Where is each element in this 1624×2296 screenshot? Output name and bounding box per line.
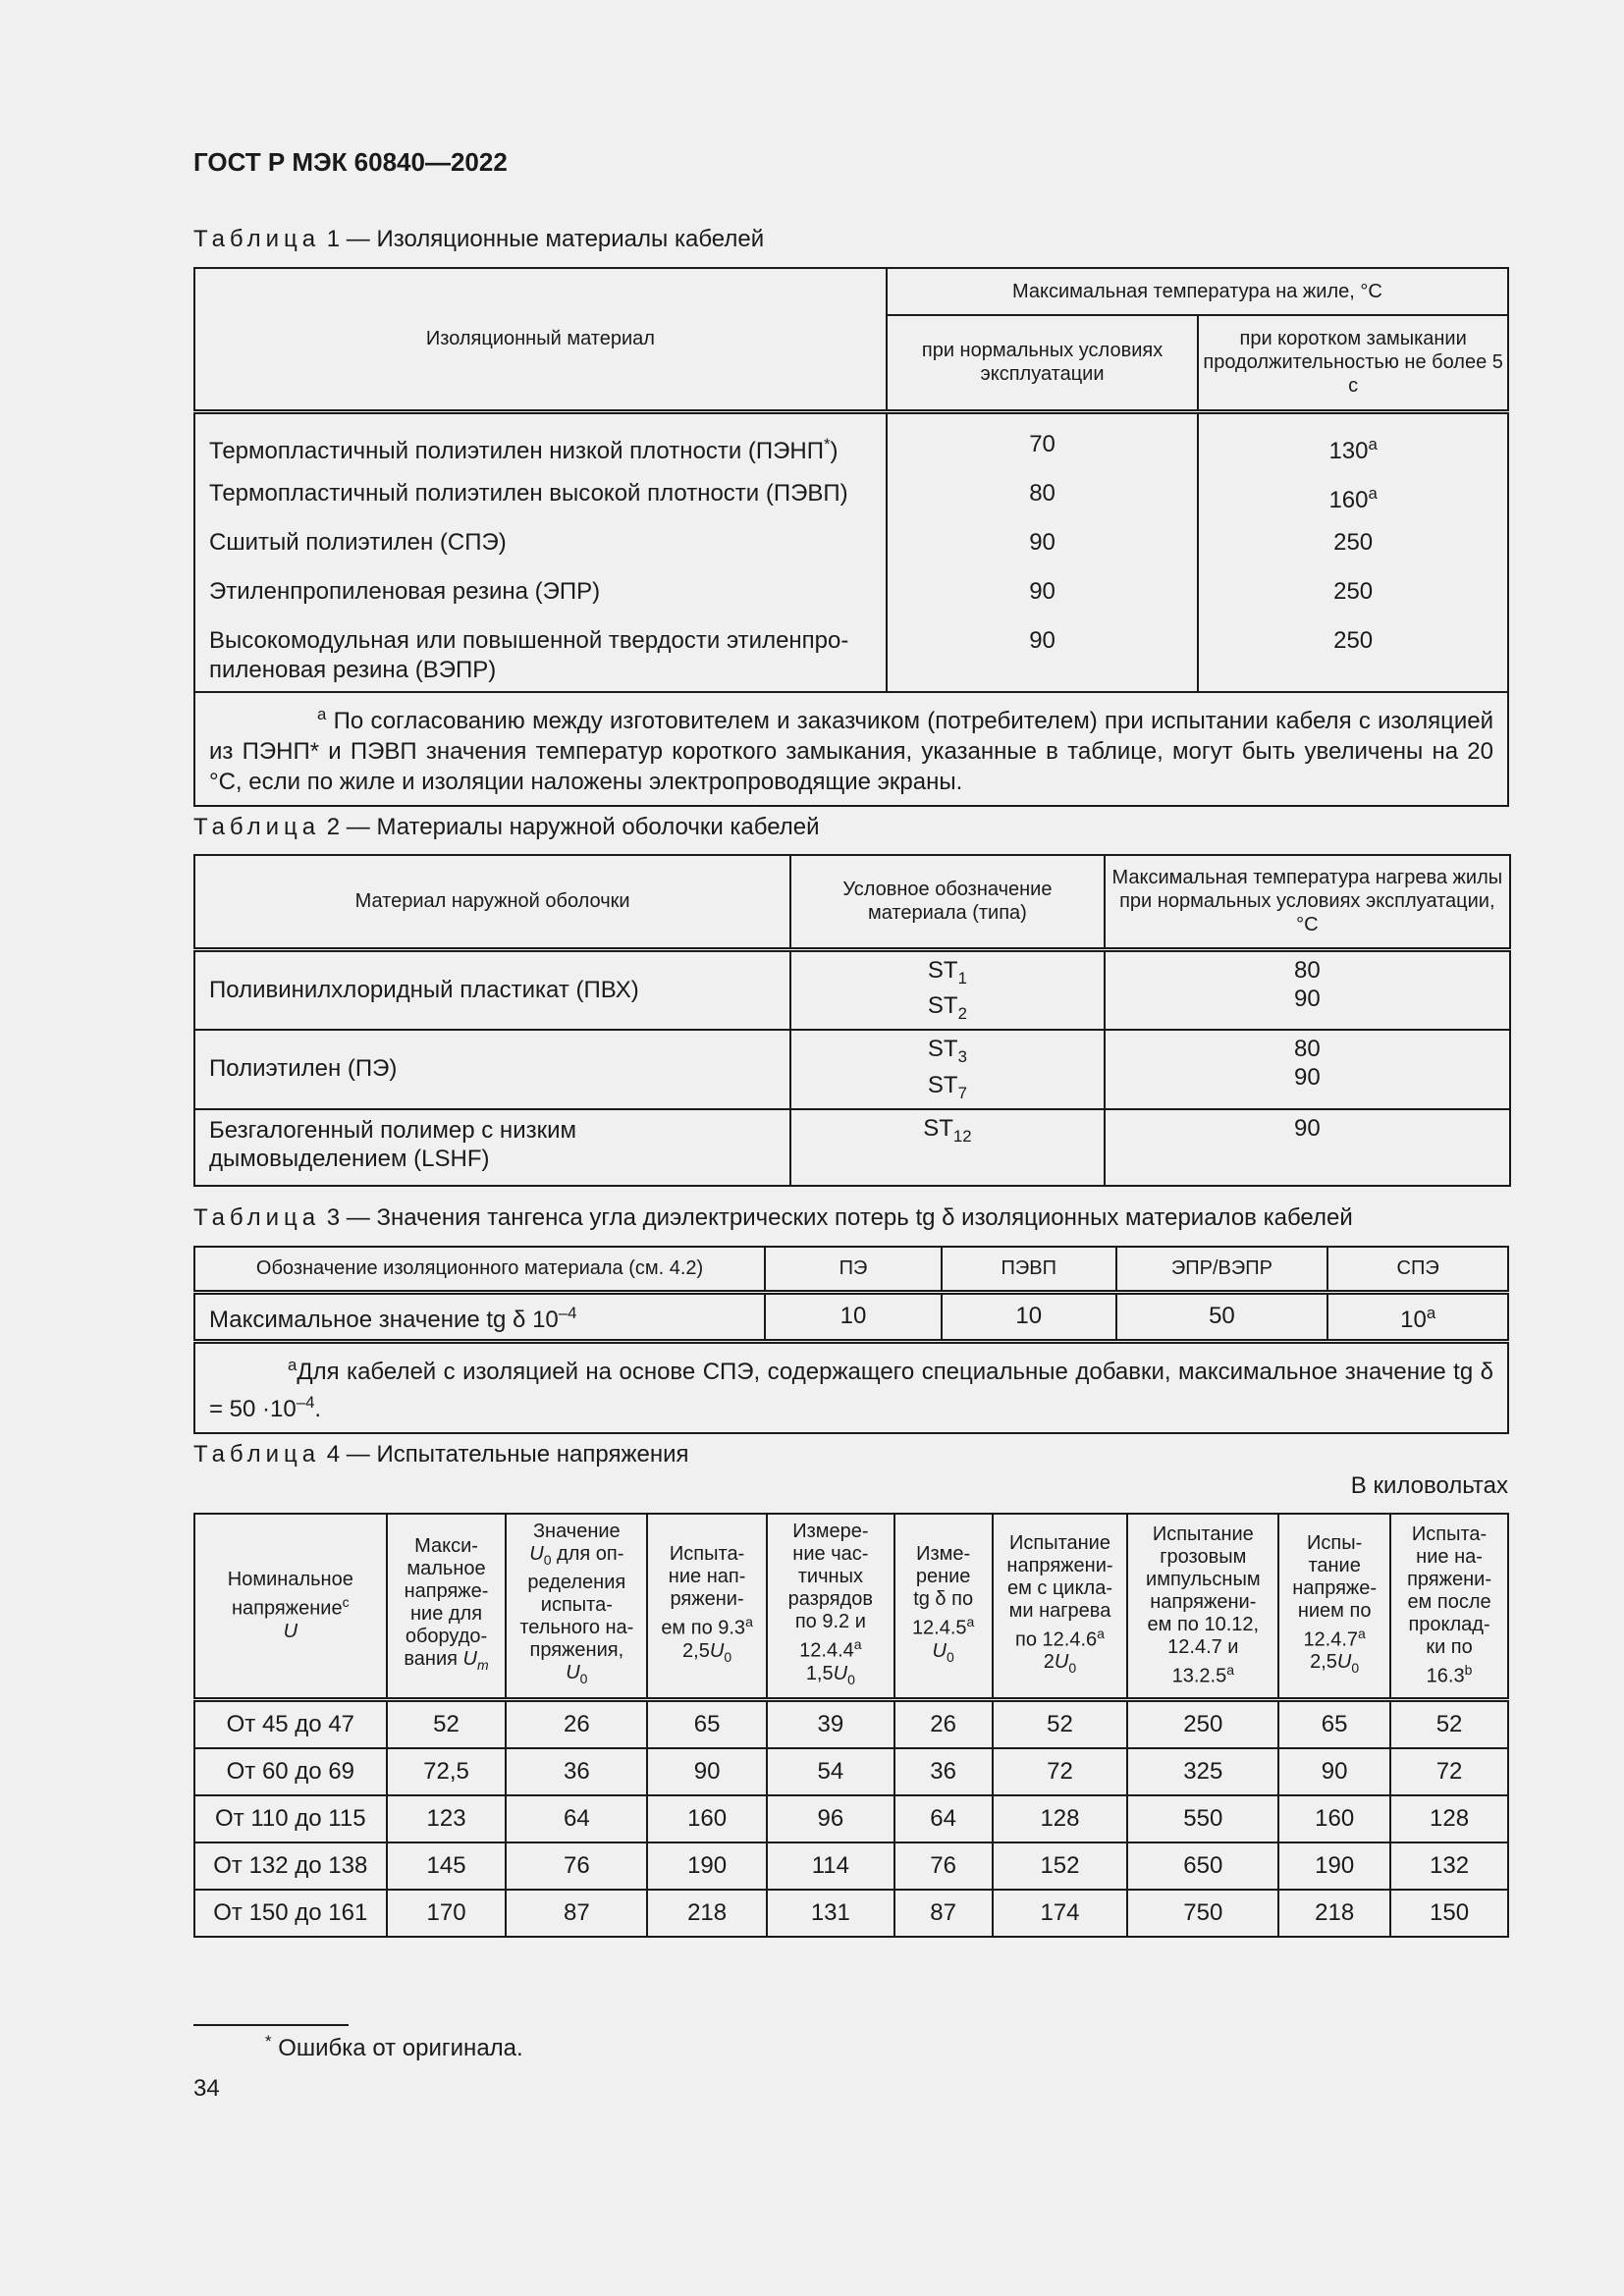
t4-cell: 650 (1127, 1842, 1278, 1890)
table1-caption: Таблица 1 — Изоляционные материалы кабелей (193, 226, 765, 252)
t3-col: ПЭВП (942, 1247, 1116, 1292)
t4-cell: 76 (894, 1842, 993, 1890)
t2-row: Полиэтилен (ПЭ) $ST_3$ $ST_7$ 80 90 (194, 1030, 1510, 1109)
footnote: * Ошибка от оригинала. (265, 2032, 523, 2061)
t4-col-header: Значение $U_0$ для оп- ределения испыта- тельного на- пряжения, $U_0$ (506, 1514, 647, 1699)
t4-cell: 64 (506, 1795, 647, 1842)
t4-col-header: Испыта- ние на- пряжени- ем после проклад- ки по 16.3$^b$ (1390, 1514, 1508, 1699)
t3-head-label: Обозначение изоляционного материала (см. 4.2) (194, 1247, 765, 1292)
t4-cell: 190 (647, 1842, 767, 1890)
t1-col-normal: при нормальных условиях эксплуатации (887, 315, 1198, 411)
t4-cell: 36 (506, 1748, 647, 1795)
table2 (193, 854, 1511, 1187)
t1-note: $^a$ По согласованию между изготовителем и заказчиком (потребителем) при испытании кабеля с изоляцией из ПЭНП* и ПЭВП значения температур короткого замыкания, указанные в таблице, могут быть увеличены на 20 °С, если по жиле и изоляции наложены электропроводящие экраны. (194, 692, 1508, 806)
t4-cell: 26 (894, 1699, 993, 1748)
t4-col-header: Испытание грозовым импульсным напряжени- ем по 10.12, 12.4.7 и 13.2.5$^a$ (1127, 1514, 1278, 1699)
t1-row: Высокомодульная или повышенной твердости этиленпро-пиленовая резина (ВЭПР) (209, 626, 849, 683)
t1-col-short: при коротком замыкании продолжительностью не более 5 с (1198, 315, 1508, 411)
t4-cell: 54 (767, 1748, 894, 1795)
t4-row (194, 1842, 1508, 1890)
t4-cell: 87 (506, 1890, 647, 1937)
t4-cell: 72 (993, 1748, 1128, 1795)
t1-row: Термопластичный полиэтилен высокой плотности (ПЭВП) (209, 479, 848, 507)
t2-col-temp: Максимальная температура нагрева жилы при нормальных условиях эксплуатации, °С (1105, 855, 1510, 949)
t4-cell: 96 (767, 1795, 894, 1842)
t4-cell: 160 (647, 1795, 767, 1842)
t1-row: Этиленпропиленовая резина (ЭПР) (209, 577, 601, 605)
t4-col-header: Испыта- ние нап- ряжени- ем по 9.3$^a$ $2,5U_0$ (647, 1514, 767, 1699)
t4-cell: 128 (1390, 1795, 1508, 1842)
t2-row: Безгалогенный полимер с низким дымовыделением (LSHF) $ST_{12}$ 90 (194, 1109, 1510, 1186)
t4-col-header: Макси- мальное напряже- ние для оборудо- вания $U_m$ (387, 1514, 507, 1699)
t4-cell: 131 (767, 1890, 894, 1937)
t1-body-short: 130$^a$ 160$^a$ 250 250 250 (1198, 411, 1508, 692)
t4-row-label: От 60 до 69 (194, 1748, 387, 1795)
t4-row-label: От 45 до 47 (194, 1699, 387, 1748)
t1-col-max-temp: Максимальная температура на жиле, °С (887, 268, 1508, 315)
t4-cell: 218 (1278, 1890, 1390, 1937)
t4-cell: 52 (993, 1699, 1128, 1748)
t4-header-row (194, 1514, 1508, 1699)
t4-cell: 87 (894, 1890, 993, 1937)
t1-col-material: Изоляционный материал (194, 268, 887, 411)
t4-cell: 39 (767, 1699, 894, 1748)
t4-cell: 26 (506, 1699, 647, 1748)
t4-cell: 123 (387, 1795, 507, 1842)
table2-caption: Таблица 2 — Материалы наружной оболочки кабелей (193, 814, 820, 840)
t3-col: ЭПР/ВЭПР (1116, 1247, 1328, 1292)
t1-row: Термопластичный полиэтилен низкой плотности (ПЭНП*) (209, 434, 839, 464)
t4-cell: 65 (1278, 1699, 1390, 1748)
t2-col-material: Материал наружной оболочки (194, 855, 790, 949)
t4-col-header: Испытание напряжени- ем с цикла- ми нагрева по 12.4.6$^a$ $2U_0$ (993, 1514, 1128, 1699)
table3 (193, 1246, 1509, 1434)
table4-unit: В киловольтах (1350, 1472, 1508, 1499)
t4-cell: 550 (1127, 1795, 1278, 1842)
t4-col-header: Изме- рение tg δ по 12.4.5$^a$ $U_0$ (894, 1514, 993, 1699)
t4-col-header: Номинальное напряжение$^c$ U (194, 1514, 387, 1699)
t4-row-label: От 110 до 115 (194, 1795, 387, 1842)
footnote-rule (193, 2024, 349, 2026)
t4-cell: 190 (1278, 1842, 1390, 1890)
t4-cell: 145 (387, 1842, 507, 1890)
t4-row (194, 1699, 1508, 1748)
t4-row (194, 1748, 1508, 1795)
t4-cell: 72,5 (387, 1748, 507, 1795)
t3-col: ПЭ (765, 1247, 942, 1292)
t4-cell: 65 (647, 1699, 767, 1748)
t2-col-code: Условное обозначение материала (типа) (790, 855, 1105, 949)
t3-note: $^a$Для кабелей с изоляцией на основе СПЭ, содержащего специальные добавки, максимальное значение tg $\delta = 50 \cdot 10^{-4}$. (194, 1341, 1508, 1433)
t4-row (194, 1795, 1508, 1842)
t4-cell: 150 (1390, 1890, 1508, 1937)
t4-row-label: От 150 до 161 (194, 1890, 387, 1937)
t4-cell: 52 (387, 1699, 507, 1748)
t4-col-header: Испы- тание напряже- нием по 12.4.7$^a$ $2,5U_0$ (1278, 1514, 1390, 1699)
t4-cell: 132 (1390, 1842, 1508, 1890)
page-number: 34 (193, 2075, 220, 2102)
t4-cell: 128 (993, 1795, 1128, 1842)
t1-row: Сшитый полиэтилен (СПЭ) (209, 528, 507, 556)
t4-cell: 90 (647, 1748, 767, 1795)
document-header: ГОСТ Р МЭК 60840—2022 (193, 147, 508, 177)
t4-cell: 90 (1278, 1748, 1390, 1795)
t4-cell: 152 (993, 1842, 1128, 1890)
t1-body-material (194, 411, 887, 692)
t4-cell: 325 (1127, 1748, 1278, 1795)
t3-col: СПЭ (1327, 1247, 1508, 1292)
t3-row: Максимальное значение tg δ $10^{-4}$ 10 10 50 10$^a$ (194, 1292, 1508, 1341)
t4-cell: 250 (1127, 1699, 1278, 1748)
t4-col-header: Измере- ние час- тичных разрядов по 9.2 и 12.4.4$^a$ $1,5U_0$ (767, 1514, 894, 1699)
t4-cell: 750 (1127, 1890, 1278, 1937)
t4-row (194, 1890, 1508, 1937)
t1-body-normal: 70 80 90 90 90 (887, 411, 1198, 692)
table4-caption: Таблица 4 — Испытательные напряжения (193, 1441, 689, 1468)
t4-cell: 36 (894, 1748, 993, 1795)
t4-row-label: От 132 до 138 (194, 1842, 387, 1890)
t4-cell: 64 (894, 1795, 993, 1842)
table4 (193, 1513, 1509, 1938)
t4-cell: 174 (993, 1890, 1128, 1937)
t4-cell: 52 (1390, 1699, 1508, 1748)
t4-cell: 170 (387, 1890, 507, 1937)
t4-cell: 218 (647, 1890, 767, 1937)
t4-cell: 114 (767, 1842, 894, 1890)
t4-cell: 76 (506, 1842, 647, 1890)
t4-cell: 72 (1390, 1748, 1508, 1795)
table3-caption: Таблица 3 — Значения тангенса угла диэлектрических потерь tg δ изоляционных материалов кабелей (193, 1204, 1353, 1231)
t2-row: Поливинилхлоридный пластикат (ПВХ) $ST_1$ $ST_2$ 80 90 (194, 949, 1510, 1030)
t4-cell: 160 (1278, 1795, 1390, 1842)
table1 (193, 267, 1509, 807)
